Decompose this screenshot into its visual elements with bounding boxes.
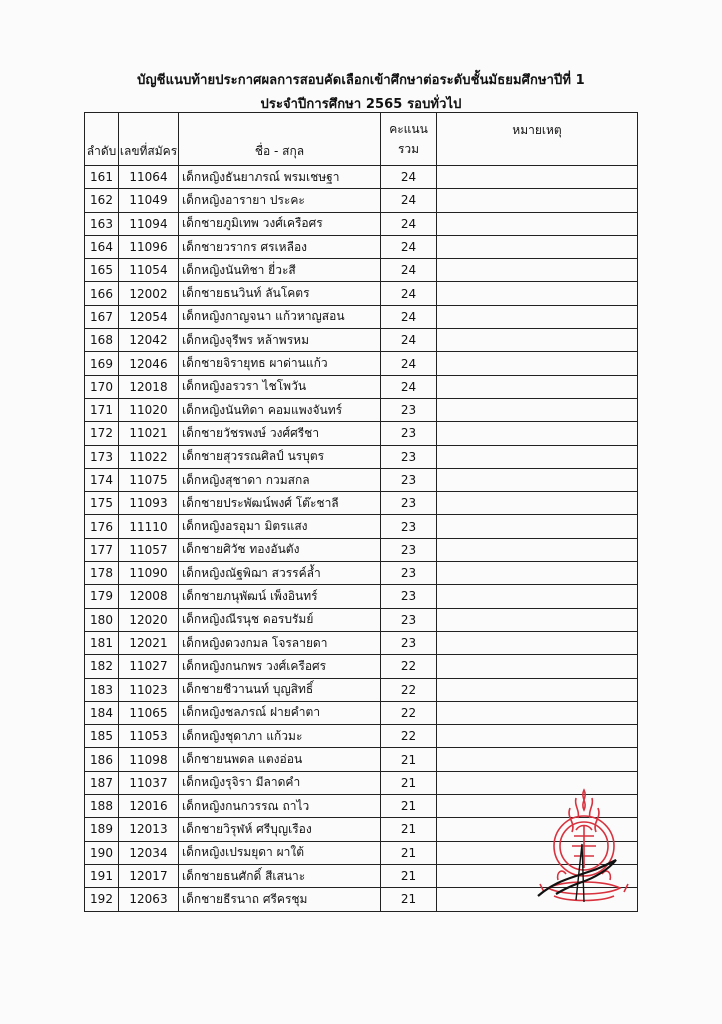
- row-no: 174: [85, 468, 119, 491]
- row-application-no: 11094: [119, 212, 179, 235]
- row-no: 173: [85, 445, 119, 468]
- row-no: 161: [85, 166, 119, 189]
- row-no: 172: [85, 422, 119, 445]
- row-name: เด็กชายศิวัช ทองอันตัง: [179, 538, 381, 561]
- row-no: 164: [85, 235, 119, 258]
- row-name: เด็กชายสุวรรณศิลป์ นรบุตร: [179, 445, 381, 468]
- row-score: 21: [381, 888, 437, 911]
- table-row: [85, 212, 638, 235]
- row-name: เด็กหญิงดวงกมล โจรลายดา: [179, 631, 381, 654]
- row-application-no: 11065: [119, 701, 179, 724]
- row-name: เด็กหญิงนันทิชา ยี่วะสี: [179, 259, 381, 282]
- row-no: 182: [85, 655, 119, 678]
- row-application-no: 11037: [119, 771, 179, 794]
- table-row: [85, 538, 638, 561]
- row-score: 21: [381, 841, 437, 864]
- row-application-no: 11075: [119, 468, 179, 491]
- row-remark: [437, 259, 638, 282]
- table-row: [85, 259, 638, 282]
- row-no: 175: [85, 492, 119, 515]
- header-no: ลำดับ: [85, 113, 119, 166]
- row-no: 184: [85, 701, 119, 724]
- row-remark: [437, 538, 638, 561]
- row-no: 171: [85, 398, 119, 421]
- row-name: เด็กหญิงอรอุมา มิตรแสง: [179, 515, 381, 538]
- row-name: เด็กหญิงรุจิรา มีลาดคำ: [179, 771, 381, 794]
- table-row: [85, 701, 638, 724]
- row-application-no: 11054: [119, 259, 179, 282]
- row-no: 191: [85, 864, 119, 887]
- document-title-line2: ประจำปีการศึกษา 2565 รอบทั่วไป: [260, 97, 462, 112]
- row-score: 21: [381, 748, 437, 771]
- row-score: 24: [381, 375, 437, 398]
- row-application-no: 12020: [119, 608, 179, 631]
- row-remark: [437, 282, 638, 305]
- row-score: 23: [381, 468, 437, 491]
- row-remark: [437, 352, 638, 375]
- table-row: [85, 725, 638, 748]
- row-score: 24: [381, 305, 437, 328]
- table-row: [85, 655, 638, 678]
- row-score: 21: [381, 818, 437, 841]
- row-no: 168: [85, 329, 119, 352]
- row-score: 23: [381, 492, 437, 515]
- row-remark: [437, 515, 638, 538]
- row-name: เด็กชายธีรนาถ ศรีครชุม: [179, 888, 381, 911]
- row-remark: [437, 329, 638, 352]
- row-score: 21: [381, 795, 437, 818]
- row-score: 23: [381, 398, 437, 421]
- row-application-no: 11053: [119, 725, 179, 748]
- row-application-no: 11096: [119, 235, 179, 258]
- row-name: เด็กหญิงกนกวรรณ ถาไว: [179, 795, 381, 818]
- row-no: 183: [85, 678, 119, 701]
- row-name: เด็กหญิงนันทิดา คอมแพงจันทร์: [179, 398, 381, 421]
- row-score: 24: [381, 329, 437, 352]
- row-score: 23: [381, 608, 437, 631]
- row-score: 24: [381, 189, 437, 212]
- header-remark: หมายเหตุ: [437, 113, 638, 166]
- table-row: [85, 748, 638, 771]
- table-row: [85, 166, 638, 189]
- row-remark: [437, 701, 638, 724]
- row-application-no: 11049: [119, 189, 179, 212]
- row-name: เด็กหญิงชลภรณ์ ฝายคำตา: [179, 701, 381, 724]
- row-score: 23: [381, 445, 437, 468]
- row-application-no: 12018: [119, 375, 179, 398]
- table-row: [85, 282, 638, 305]
- row-no: 180: [85, 608, 119, 631]
- row-application-no: 12042: [119, 329, 179, 352]
- row-application-no: 12063: [119, 888, 179, 911]
- row-name: เด็กหญิงเปรมยุดา ผาใต้: [179, 841, 381, 864]
- row-score: 21: [381, 771, 437, 794]
- row-application-no: 12021: [119, 631, 179, 654]
- row-name: เด็กหญิงกาญจนา แก้วหาญสอน: [179, 305, 381, 328]
- row-score: 24: [381, 166, 437, 189]
- row-remark: [437, 468, 638, 491]
- table-row: [85, 189, 638, 212]
- row-no: 169: [85, 352, 119, 375]
- row-name: เด็กหญิงธันยาภรณ์ พรมเชษฐา: [179, 166, 381, 189]
- row-remark: [437, 305, 638, 328]
- row-score: 24: [381, 212, 437, 235]
- row-remark: [437, 235, 638, 258]
- row-application-no: 12034: [119, 841, 179, 864]
- row-name: เด็กชายวรากร ศรเหลือง: [179, 235, 381, 258]
- row-name: เด็กหญิงชุดาภา แก้วมะ: [179, 725, 381, 748]
- table-header-row: [85, 113, 638, 166]
- table-row: [85, 585, 638, 608]
- row-no: 163: [85, 212, 119, 235]
- row-no: 185: [85, 725, 119, 748]
- row-name: เด็กหญิงสุชาดา กวมสกล: [179, 468, 381, 491]
- row-application-no: 11021: [119, 422, 179, 445]
- row-application-no: 11110: [119, 515, 179, 538]
- row-remark: [437, 748, 638, 771]
- row-remark: [437, 166, 638, 189]
- row-name: เด็กหญิงจุรีพร หล้าพรหม: [179, 329, 381, 352]
- row-application-no: 12013: [119, 818, 179, 841]
- row-name: เด็กชายธนศักดิ์ สีเสนาะ: [179, 864, 381, 887]
- row-application-no: 12046: [119, 352, 179, 375]
- row-application-no: 12002: [119, 282, 179, 305]
- table-row: [85, 305, 638, 328]
- row-application-no: 12008: [119, 585, 179, 608]
- header-score-line2: รวม: [397, 142, 420, 156]
- row-no: 167: [85, 305, 119, 328]
- row-score: 22: [381, 678, 437, 701]
- row-no: 181: [85, 631, 119, 654]
- table-row: [85, 608, 638, 631]
- row-name: เด็กชายวิรุฬห์ ศรีบุญเรือง: [179, 818, 381, 841]
- table-row: [85, 678, 638, 701]
- row-name: เด็กหญิงอารายา ประคะ: [179, 189, 381, 212]
- row-remark: [437, 445, 638, 468]
- table-row: [85, 468, 638, 491]
- table-row: [85, 631, 638, 654]
- row-application-no: 11027: [119, 655, 179, 678]
- row-application-no: 11023: [119, 678, 179, 701]
- row-name: เด็กหญิงกนกพร วงศ์เครือศร: [179, 655, 381, 678]
- row-application-no: 11022: [119, 445, 179, 468]
- row-remark: [437, 725, 638, 748]
- row-score: 23: [381, 631, 437, 654]
- row-score: 24: [381, 235, 437, 258]
- row-application-no: 11057: [119, 538, 179, 561]
- row-no: 192: [85, 888, 119, 911]
- header-name: ชื่อ - สกุล: [179, 113, 381, 166]
- row-remark: [437, 492, 638, 515]
- row-no: 189: [85, 818, 119, 841]
- row-application-no: 11064: [119, 166, 179, 189]
- row-score: 22: [381, 725, 437, 748]
- header-score: [381, 113, 437, 166]
- row-name: เด็กชายจิรายุทธ ผาด่านแก้ว: [179, 352, 381, 375]
- header-score-line1: คะแนน: [389, 122, 428, 136]
- row-no: 176: [85, 515, 119, 538]
- row-score: 22: [381, 655, 437, 678]
- row-remark: [437, 422, 638, 445]
- row-name: เด็กชายธนวินท์ ลันโคตร: [179, 282, 381, 305]
- row-application-no: 12054: [119, 305, 179, 328]
- header-application-no: เลขที่สมัคร: [119, 113, 179, 166]
- row-no: 170: [85, 375, 119, 398]
- table-row: [85, 492, 638, 515]
- row-name: เด็กหญิงณัฐพิฌา สวรรค์ล้ำ: [179, 562, 381, 585]
- table-row: [85, 329, 638, 352]
- row-remark: [437, 562, 638, 585]
- row-name: เด็กชายภูมิเทพ วงศ์เครือศร: [179, 212, 381, 235]
- row-remark: [437, 608, 638, 631]
- row-score: 23: [381, 422, 437, 445]
- row-score: 23: [381, 562, 437, 585]
- row-no: 177: [85, 538, 119, 561]
- row-score: 24: [381, 282, 437, 305]
- row-application-no: 11090: [119, 562, 179, 585]
- row-no: 165: [85, 259, 119, 282]
- row-no: 178: [85, 562, 119, 585]
- row-remark: [437, 585, 638, 608]
- table-row: [85, 235, 638, 258]
- row-score: 24: [381, 259, 437, 282]
- row-application-no: 11020: [119, 398, 179, 421]
- row-remark: [437, 678, 638, 701]
- row-no: 188: [85, 795, 119, 818]
- row-no: 187: [85, 771, 119, 794]
- row-name: เด็กชายวัชรพงษ์ วงศ์ศรีชา: [179, 422, 381, 445]
- row-score: 23: [381, 515, 437, 538]
- table-row: [85, 398, 638, 421]
- row-no: 186: [85, 748, 119, 771]
- row-application-no: 11093: [119, 492, 179, 515]
- row-remark: [437, 212, 638, 235]
- row-name: เด็กชายประพัฒน์พงศ์ โต๊ะชาลี: [179, 492, 381, 515]
- document-title-line1: บัญชีแนบท้ายประกาศผลการสอบคัดเลือกเข้าศึกษาต่อระดับชั้นมัธยมศึกษาปีที่ 1: [137, 73, 585, 88]
- row-no: 162: [85, 189, 119, 212]
- row-application-no: 11098: [119, 748, 179, 771]
- row-score: 24: [381, 352, 437, 375]
- table-row: [85, 422, 638, 445]
- table-row: [85, 515, 638, 538]
- row-no: 190: [85, 841, 119, 864]
- row-remark: [437, 398, 638, 421]
- row-no: 166: [85, 282, 119, 305]
- row-remark: [437, 655, 638, 678]
- row-score: 23: [381, 585, 437, 608]
- row-remark: [437, 631, 638, 654]
- row-name: เด็กชายภนุพัฒน์ เพ็งอินทร์: [179, 585, 381, 608]
- row-application-no: 12017: [119, 864, 179, 887]
- row-name: เด็กหญิงอรวรา ไชโพวัน: [179, 375, 381, 398]
- table-row: [85, 352, 638, 375]
- row-no: 179: [85, 585, 119, 608]
- row-score: 23: [381, 538, 437, 561]
- row-name: เด็กชายนพดล แตงอ่อน: [179, 748, 381, 771]
- table-row: [85, 562, 638, 585]
- row-score: 21: [381, 864, 437, 887]
- table-row: [85, 375, 638, 398]
- row-score: 22: [381, 701, 437, 724]
- row-remark: [437, 189, 638, 212]
- table-row: [85, 445, 638, 468]
- row-name: เด็กหญิงณีรนุช ดอรบรัมย์: [179, 608, 381, 631]
- row-remark: [437, 375, 638, 398]
- row-application-no: 12016: [119, 795, 179, 818]
- school-seal-stamp: [536, 784, 632, 924]
- row-name: เด็กชายชีวานนท์ บุญสิทธิ์: [179, 678, 381, 701]
